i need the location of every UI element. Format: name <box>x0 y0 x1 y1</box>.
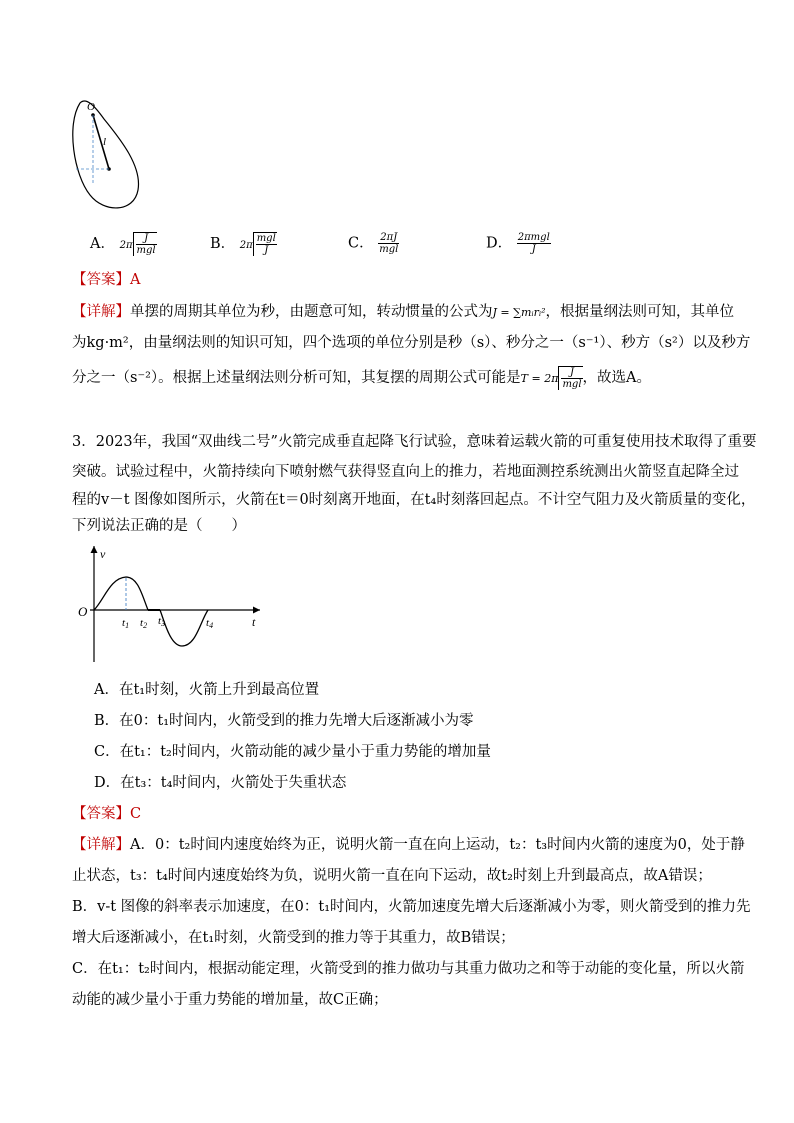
axis-v-label: v <box>100 547 106 561</box>
q3-option-d: D．在t₃：t₄时间内，火箭处于失重状态 <box>94 775 347 791</box>
q2-option-a: A． 2π $\frac{J}{\text{mgl}}$ <box>90 233 156 256</box>
positive-velocity-curve <box>94 577 148 610</box>
compound-pendulum-figure <box>68 95 148 215</box>
q2-option-b: B． 2π $\frac{\text{mgl}}{J}$ <box>210 233 276 256</box>
tick-t1: t1 <box>122 617 130 630</box>
q3-option-a: A．在t₁时刻，火箭上升到最高位置 <box>94 682 320 698</box>
sqrt-symbol: $\frac{J}{\text{mgl}}$ <box>558 366 582 390</box>
tick-t2: t2 <box>140 617 148 630</box>
q3-detail-line-6: 动能的减少量小于重力势能的增加量，故C正确； <box>72 992 388 1008</box>
q3-option-b: B．在0：t₁时间内，火箭受到的推力先增大后逐渐减小为零 <box>94 713 474 729</box>
q3-detail-line-2: 止状态，t₃：t₄时间内速度始终为负，说明火箭一直在向下运动，故t₂时刻上升到最高点，故A错误； <box>72 868 712 884</box>
q2-detail-line-2: 为kg·m²，由量纲法则的知识可知，四个选项的单位分别是秒（s）、秒分之一（s⁻¹）、秒方（s²）以及秒方 <box>72 335 751 351</box>
sqrt-symbol: $\frac{\text{mgl}}{J}$ <box>253 232 277 256</box>
q2-detail-line-3: 分之一（s⁻²）。根据上述量纲法则分析可知，其复摆的周期公式可能是T = 2π $\frac{J}{\text{mgl}}$ ，故选A。 <box>72 367 652 390</box>
tick-t3: t3 <box>158 615 166 628</box>
sqrt-symbol: $\frac{J}{\text{mgl}}$ <box>133 232 157 256</box>
origin-label: O <box>78 604 88 619</box>
axis-t-label: t <box>252 615 256 629</box>
q3-stem-line-1: 3．2023年，我国“双曲线二号”火箭完成垂直起降飞行试验，意味着运载火箭的可重复使用技术取得了重要 <box>72 434 757 450</box>
q3-stem-line-3: 程的v－t 图像如图所示，火箭在t＝0时刻离开地面，在t₄时刻落回起点。不计空气阻力及火箭质量的变化， <box>72 492 756 508</box>
tick-t4: t4 <box>206 617 214 630</box>
q2-answer: 【答案】A <box>72 272 141 288</box>
q3-detail-line-5: C．在t₁：t₂时间内，根据动能定理，火箭受到的推力做功与其重力做功之和等于动能的变化量，所以火箭 <box>72 961 745 977</box>
q2-option-c: C． $\frac{2\pi J}{\text{mgl}}$ <box>348 232 399 255</box>
v-t-graph <box>72 540 272 668</box>
q2-option-d: D． $\frac{\text{2πmgl}}{J}$ <box>486 232 550 255</box>
q2-detail-line-1: 【详解】单摆的周期其单位为秒，由题意可知，转动惯量的公式为J = ∑mᵢrᵢ²，根据量纲法则可知，其单位 <box>72 304 734 320</box>
q3-detail-line-3: B．v-t 图像的斜率表示加速度，在0：t₁时间内，火箭加速度先增大后逐渐减小为零，则火箭受到的推力先 <box>72 899 751 915</box>
q3-answer: 【答案】C <box>72 806 142 822</box>
q3-detail-line-1: 【详解】A．0：t₂时间内速度始终为正，说明火箭一直在向上运动，t₂：t₃时间内火箭的速度为0，处于静 <box>72 837 745 853</box>
length-label-l: l <box>103 136 107 148</box>
q3-stem-line-2: 突破。试验过程中，火箭持续向下喷射燃气获得竖直向上的推力，若地面测控系统测出火箭竖直起降全过 <box>72 464 739 480</box>
q3-detail-line-4: 增大后逐渐减小，在t₁时刻，火箭受到的推力等于其重力，故B错误； <box>72 930 515 946</box>
q3-stem-line-4: 下列说法正确的是（ ） <box>72 518 246 534</box>
negative-velocity-curve <box>160 610 208 646</box>
pivot-label-o: O <box>87 101 95 113</box>
q3-option-c: C．在t₁：t₂时间内，火箭动能的减少量小于重力势能的增加量 <box>94 744 491 760</box>
